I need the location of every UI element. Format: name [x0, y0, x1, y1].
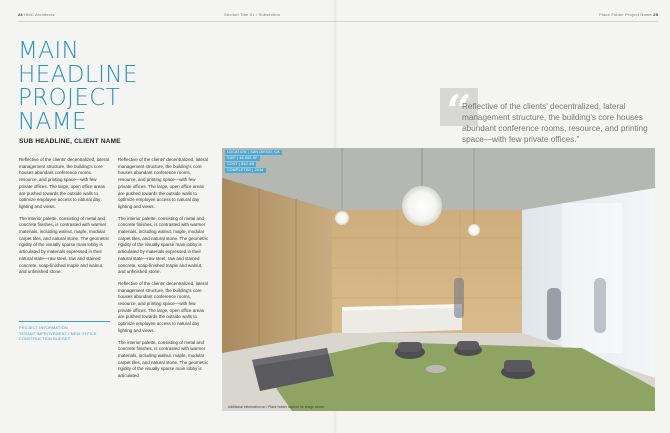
- page-number-left: 24: [18, 12, 23, 17]
- quote-mark-icon: “: [440, 88, 478, 126]
- headline-line: PROJECT: [18, 85, 121, 111]
- body-paragraph: The interior palette, consisting of metal and concrete finishes, is contrasted with warmer materials, including walnut, maple, modular carpet tiles, and natural stone. The geometric rigidity of the visually sparse main lobby is articulated by materials expressed in their natural state—raw steel, raw and stained concrete, soap-finished maple and walnut, and unfinished stone.: [118, 215, 209, 275]
- sub-headline: SUB HEADLINE, CLIENT NAME: [19, 138, 121, 145]
- interior-photo: [222, 148, 655, 411]
- body-paragraph: Reflective of the clients' decentralized, lateral management structure, the building's core houses abundant conference rooms, resource, and printing space—with few private offices. The large, open office areas are pushed towards the outside walls to optimize employee access to natural day lighting and views.: [118, 280, 208, 333]
- info-tag: LOCATION | SAN DIEGO, CA: [227, 150, 280, 154]
- credit-line: CONSTRUCTION BUDGET: [19, 337, 71, 342]
- photo-caption: Additional information on / Place holder caption for image above.: [228, 405, 326, 409]
- main-headline: [18, 40, 218, 134]
- page-number-right: 25: [653, 12, 658, 17]
- credit-divider: [19, 321, 110, 322]
- credit-line: TENANT IMPROVEMENT / NEW OFFICE: [19, 331, 97, 336]
- headline-line: MAIN: [18, 38, 80, 64]
- photo-info-tags: [225, 150, 282, 174]
- header-divider: [18, 21, 658, 22]
- body-paragraph: The interior palette, consisting of metal and concrete finishes, is contrasted with warmer materials, including walnut, maple, modular carpet tiles, and natural stone. The geometric rigidity of the visually sparse main lobby is articulated by materials expressed in their natural state—raw steel, raw and stained concrete, soap-finished maple and walnut, and unfinished stone.: [19, 215, 110, 275]
- page-header-left: [18, 12, 55, 17]
- info-tag: SIZE | 48,000 SF: [227, 156, 258, 160]
- headline-line: HEADLINE: [18, 61, 138, 88]
- project-credit: [19, 326, 119, 343]
- headline-line: NAME: [18, 108, 87, 135]
- project-label: Place Folder Project Name: [599, 12, 652, 17]
- info-tag: COST | $12.4M: [227, 162, 255, 166]
- body-paragraph: The interior palette, consisting of metal and concrete finishes, is contrasted with warmer materials, including walnut, maple, modular carpet tiles, and natural stone. The geometric rigidity of the visually sparse main lobby is articulated: [118, 339, 209, 379]
- section-label: Section Title 01 / Subsection: [224, 12, 281, 17]
- body-column-1: [19, 157, 110, 281]
- credit-line: PROJECT INFORMATION: [19, 326, 68, 330]
- info-tag: COMPLETED | 2016: [227, 168, 264, 172]
- body-paragraph: Reflective of the clients' decentralized, lateral management structure, the building's core houses abundant conference rooms, resource, and printing space—with few private offices. The large, open office areas are pushed towards the outside walls to optimize employee access to natural day lighting and views.: [19, 157, 109, 209]
- publication-name: HMC Architects: [24, 12, 55, 17]
- pull-quote: Reflective of the clients' decentralized, lateral management structure, the building's core houses abundant conference rooms, resource, and printing space—with few private offices.": [462, 102, 648, 144]
- lobby-illustration: [222, 148, 655, 411]
- page-header-right: [599, 12, 658, 17]
- body-paragraph: Reflective of the clients' decentralized, lateral management structure, the building's core houses abundant conference rooms, resource, and printing space—with few private offices. The large, open office areas are pushed towards the outside walls to optimize employee access to natural day lighting and views.: [118, 157, 208, 209]
- body-column-2: [118, 157, 209, 385]
